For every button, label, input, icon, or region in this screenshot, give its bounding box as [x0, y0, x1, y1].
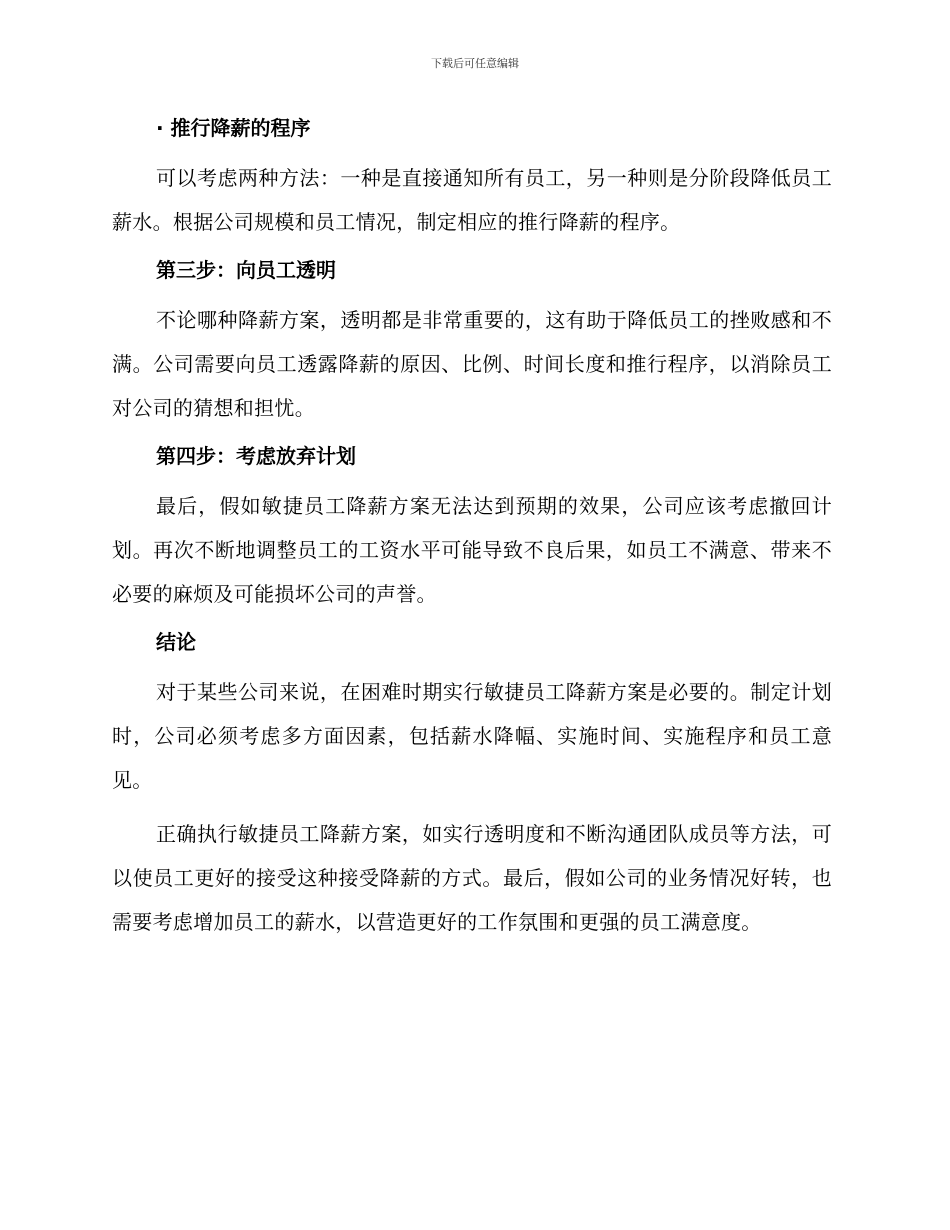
paragraph: 正确执行敏捷员工降薪方案，如实行透明度和不断沟通团队成员等方法，可以使员工更好的接受这种接受降薪的方式。最后，假如公司的业务情况好转，也需要考虑增加员工的薪水，以营造更好的工作氛围和更强的员工满意度。 — [112, 822, 832, 934]
section-heading: 第三步：向员工透明 — [156, 258, 336, 282]
paragraph: 不论哪种降薪方案，透明都是非常重要的，这有助于降低员工的挫败感和不满。公司需要向员工透露降薪的原因、比例、时间长度和推行程序，以消除员工对公司的猜想和担忧。 — [112, 308, 832, 420]
section-heading: 结论 — [156, 630, 196, 654]
paragraph: 对于某些公司来说，在困难时期实行敏捷员工降薪方案是必要的。制定计划时，公司必须考虑多方面因素，包括薪水降幅、实施时间、实施程序和员工意见。 — [112, 680, 832, 792]
section-heading: 第四步：考虑放弃计划 — [156, 444, 356, 468]
page-header: 下载后可任意编辑 — [431, 57, 519, 70]
paragraph: 最后，假如敏捷员工降薪方案无法达到预期的效果，公司应该考虑撤回计划。再次不断地调整员工的工资水平可能导致不良后果，如员工不满意、带来不必要的麻烦及可能损坏公司的声誉。 — [112, 494, 832, 606]
paragraph: 可以考虑两种方法：一种是直接通知所有员工，另一种则是分阶段降低员工薪水。根据公司规模和员工情况，制定相应的推行降薪的程序。 — [112, 166, 832, 234]
section-heading: · 推行降薪的程序 — [156, 116, 311, 140]
document-body — [112, 112, 832, 954]
